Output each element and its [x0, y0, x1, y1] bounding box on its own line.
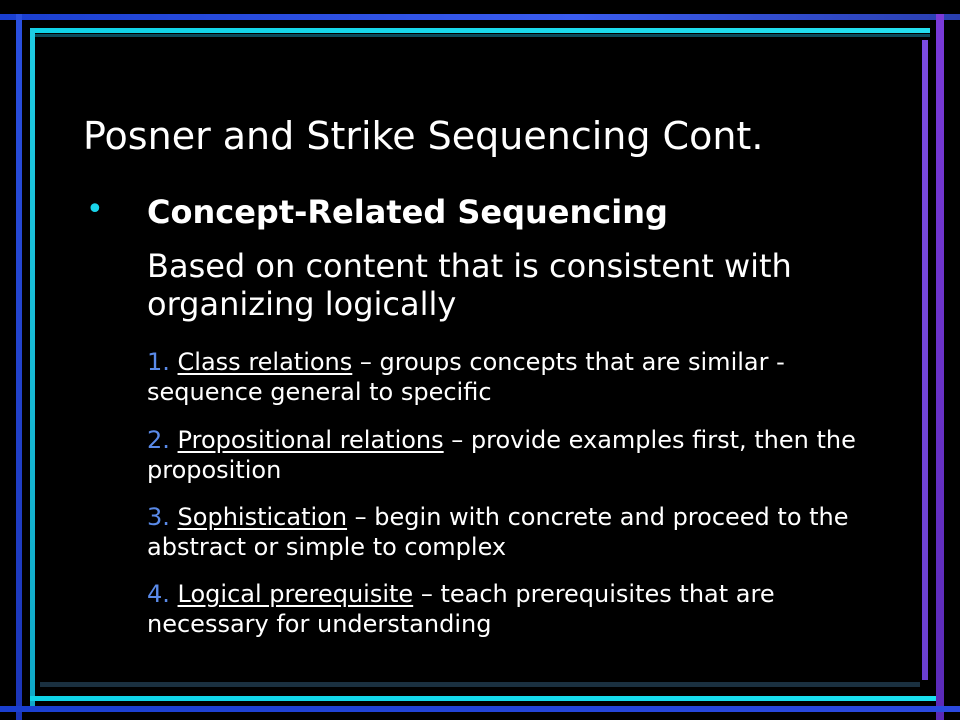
item-text: – begin with concrete and proceed to the abstract or simple to complex — [147, 503, 849, 561]
frame-bar-left-inner — [30, 28, 35, 710]
item-term: Propositional relations — [177, 426, 444, 454]
item-text: – teach prerequisites that are necessary for understanding — [147, 580, 775, 638]
frame-bar-right-inner — [922, 40, 928, 680]
list-item-propositional-relations — [147, 425, 887, 485]
slide-title: Posner and Strike Sequencing Cont. — [83, 114, 764, 158]
frame-bar-bottom-outer — [0, 706, 960, 712]
item-number: 1. — [147, 348, 170, 376]
bullet-dot-icon: • — [86, 192, 104, 227]
frame-bar-top-shadow — [30, 34, 930, 37]
item-number: 3. — [147, 503, 170, 531]
item-term: Logical prerequisite — [177, 580, 414, 608]
item-term: Class relations — [177, 348, 353, 376]
frame-bar-bottom-shadow — [40, 682, 920, 687]
frame-bar-top-inner — [30, 28, 930, 33]
section-description: Based on content that is consistent with organizing logically — [147, 247, 792, 323]
item-text: – provide examples first, then the proposition — [147, 426, 856, 484]
item-term: Sophistication — [177, 503, 348, 531]
frame-bar-top-outer — [0, 14, 960, 20]
list-item-logical-prerequisite — [147, 579, 887, 639]
item-number: 2. — [147, 426, 170, 454]
frame-bar-bottom-inner — [30, 696, 936, 701]
frame-bar-left-outer — [16, 14, 22, 720]
item-text: – groups concepts that are similar - sequence general to specific — [147, 348, 785, 406]
list-item-sophistication — [147, 502, 887, 562]
frame-bar-right-outer — [936, 14, 944, 720]
item-number: 4. — [147, 580, 170, 608]
section-heading: Concept-Related Sequencing — [147, 193, 668, 231]
list-item-class-relations — [147, 347, 887, 407]
